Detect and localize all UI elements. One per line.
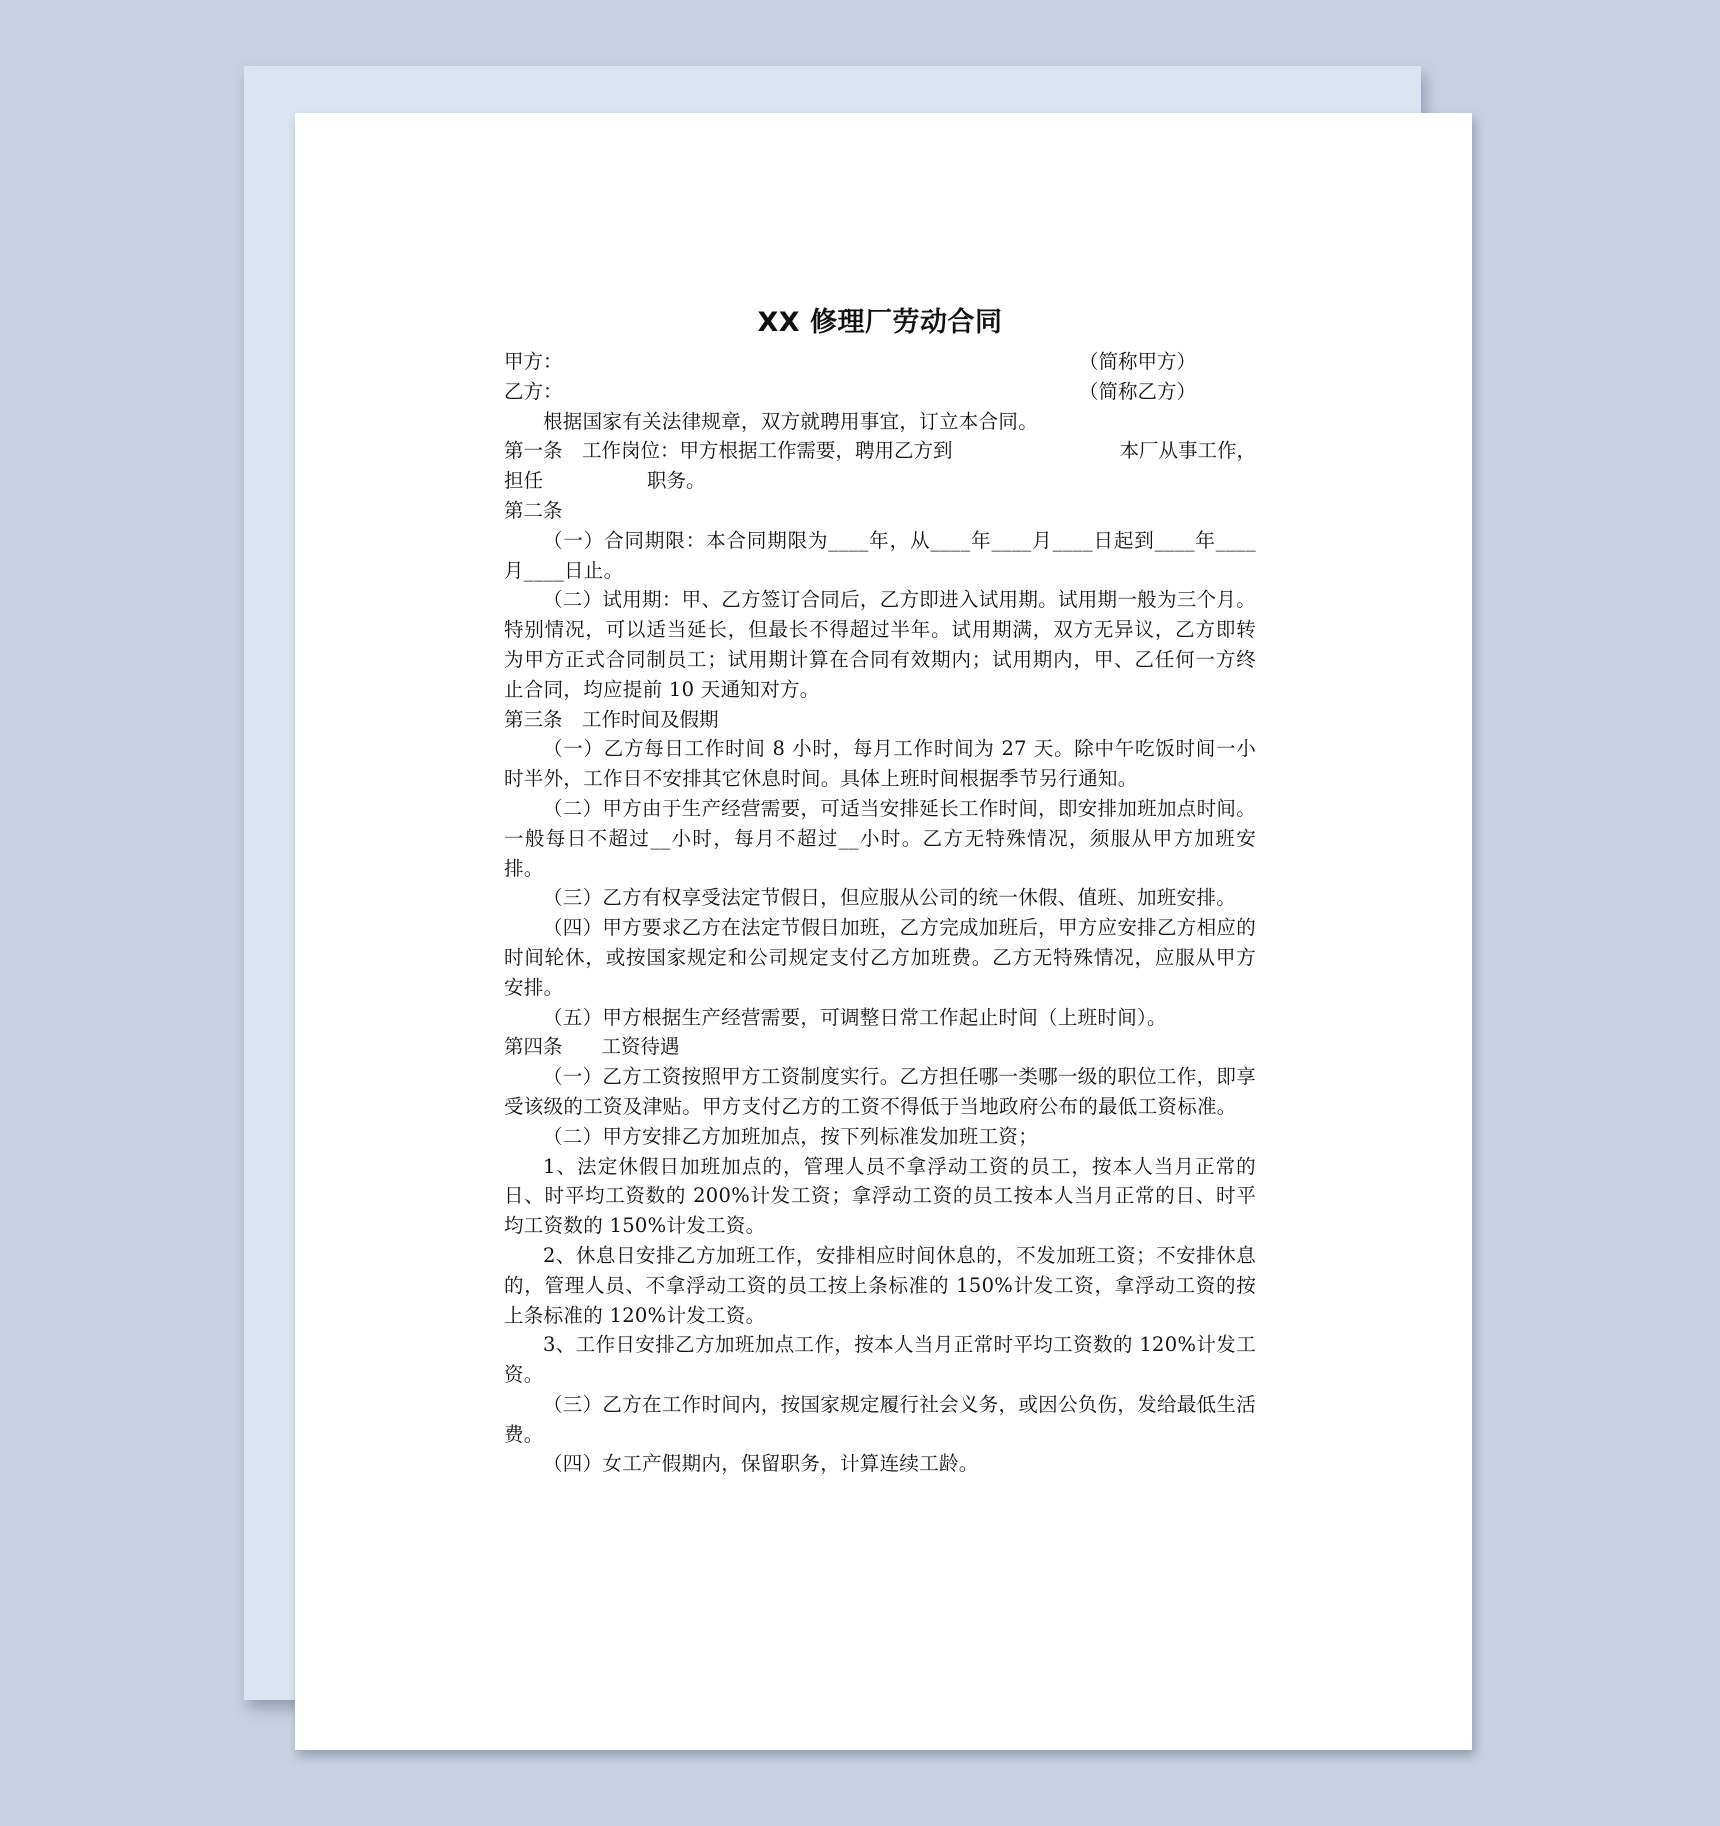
article4-item2: 2、休息日安排乙方加班工作，安排相应时间休息的，不发加班工资；不安排休息的，管理人员、不拿浮动工资的员工按上条标准的 150%计发工资，拿浮动工资的按上条标准的 120%计发工资。 (504, 1243, 1256, 1327)
article1-line2 (504, 466, 1256, 496)
article1-position-label: 担任 (504, 469, 544, 493)
article1-text-b: 本厂从事工作， (1119, 439, 1256, 463)
document-page (295, 113, 1472, 1750)
article1-line1 (504, 436, 1256, 466)
article2-p1: （一）合同期限：本合同期限为____年，从____年____月____日起到____年____月____日止。 (504, 528, 1256, 582)
article4-p4: （四）女工产假期内，保留职务，计算连续工龄。 (543, 1452, 979, 1476)
article3-p1: （一）乙方每日工作时间 8 小时，每月工作时间为 27 天。除中午吃饭时间一小时半外，工作日不安排其它休息时间。具体上班时间根据季节另行通知。 (504, 737, 1256, 791)
article3-p5: （五）甲方根据生产经营需要，可调整日常工作起止时间（上班时间）。 (543, 1005, 1167, 1029)
party-b-label: 乙方： (504, 379, 563, 403)
party-b-line (504, 377, 1256, 407)
article4-p1: （一）乙方工资按照甲方工资制度实行。乙方担任哪一类哪一级的职位工作，即享受该级的工资及津贴。甲方支付乙方的工资不得低于当地政府公布的最低工资标准。 (504, 1065, 1256, 1118)
article1-duty-label: 职务。 (647, 469, 706, 493)
article4-item1: 1、法定休假日加班加点的，管理人员不拿浮动工资的员工，按本人当月正常的日、时平均工资数的 200%计发工资；拿浮动工资的员工按本人当月正常的日、时平均工资数的 150%计发工资。 (504, 1154, 1256, 1238)
party-a-short: （简称甲方） (1078, 350, 1196, 373)
party-a-label: 甲方： (504, 350, 563, 373)
preamble: 根据国家有关法律规章，双方就聘用事宜，订立本合同。 (543, 409, 1039, 433)
party-b-short: （简称乙方） (1078, 379, 1196, 403)
article3-p4: （四）甲方要求乙方在法定节假日加班，乙方完成加班后，甲方应安排乙方相应的时间轮休，或按国家规定和公司规定支付乙方加班费。乙方无特殊情况，应服从甲方安排。 (504, 916, 1256, 999)
document-content (504, 303, 1256, 1479)
article1-text-a: 第一条 工作岗位：甲方根据工作需要，聘用乙方到 (504, 439, 953, 463)
article3-p2: （二）甲方由于生产经营需要，可适当安排延长工作时间，即安排加班加点时间。一般每日不超过__小时，每月不超过__小时。乙方无特殊情况，须服从甲方加班安排。 (504, 796, 1256, 880)
article3-p3: （三）乙方有权享受法定节假日，但应服从公司的统一休假、值班、加班安排。 (543, 886, 1237, 910)
article4-heading: 第四条 工资待遇 (504, 1035, 680, 1059)
article3-heading: 第三条 工作时间及假期 (504, 707, 719, 731)
article4-p2: （二）甲方安排乙方加班加点，按下列标准发加班工资； (543, 1124, 1039, 1148)
article2-p2: （二）试用期：甲、乙方签订合同后，乙方即进入试用期。试用期一般为三个月。特别情况，可以适当延长，但最长不得超过半年。试用期满，双方无异议，乙方即转为甲方正式合同制员工；试用期计算在合同有效期内；试用期内，甲、乙任何一方终止合同，均应提前 10 天通知对方。 (504, 588, 1256, 701)
article4-p3: （三）乙方在工作时间内，按国家规定履行社会义务，或因公负伤，发给最低生活费。 (504, 1392, 1256, 1446)
article2-heading: 第二条 (504, 498, 563, 522)
party-a-line (504, 347, 1256, 377)
document-title: XX 修理厂劳动合同 (757, 307, 1003, 338)
article4-item3: 3、工作日安排乙方加班加点工作，按本人当月正常时平均工资数的 120%计发工资。 (504, 1333, 1256, 1387)
